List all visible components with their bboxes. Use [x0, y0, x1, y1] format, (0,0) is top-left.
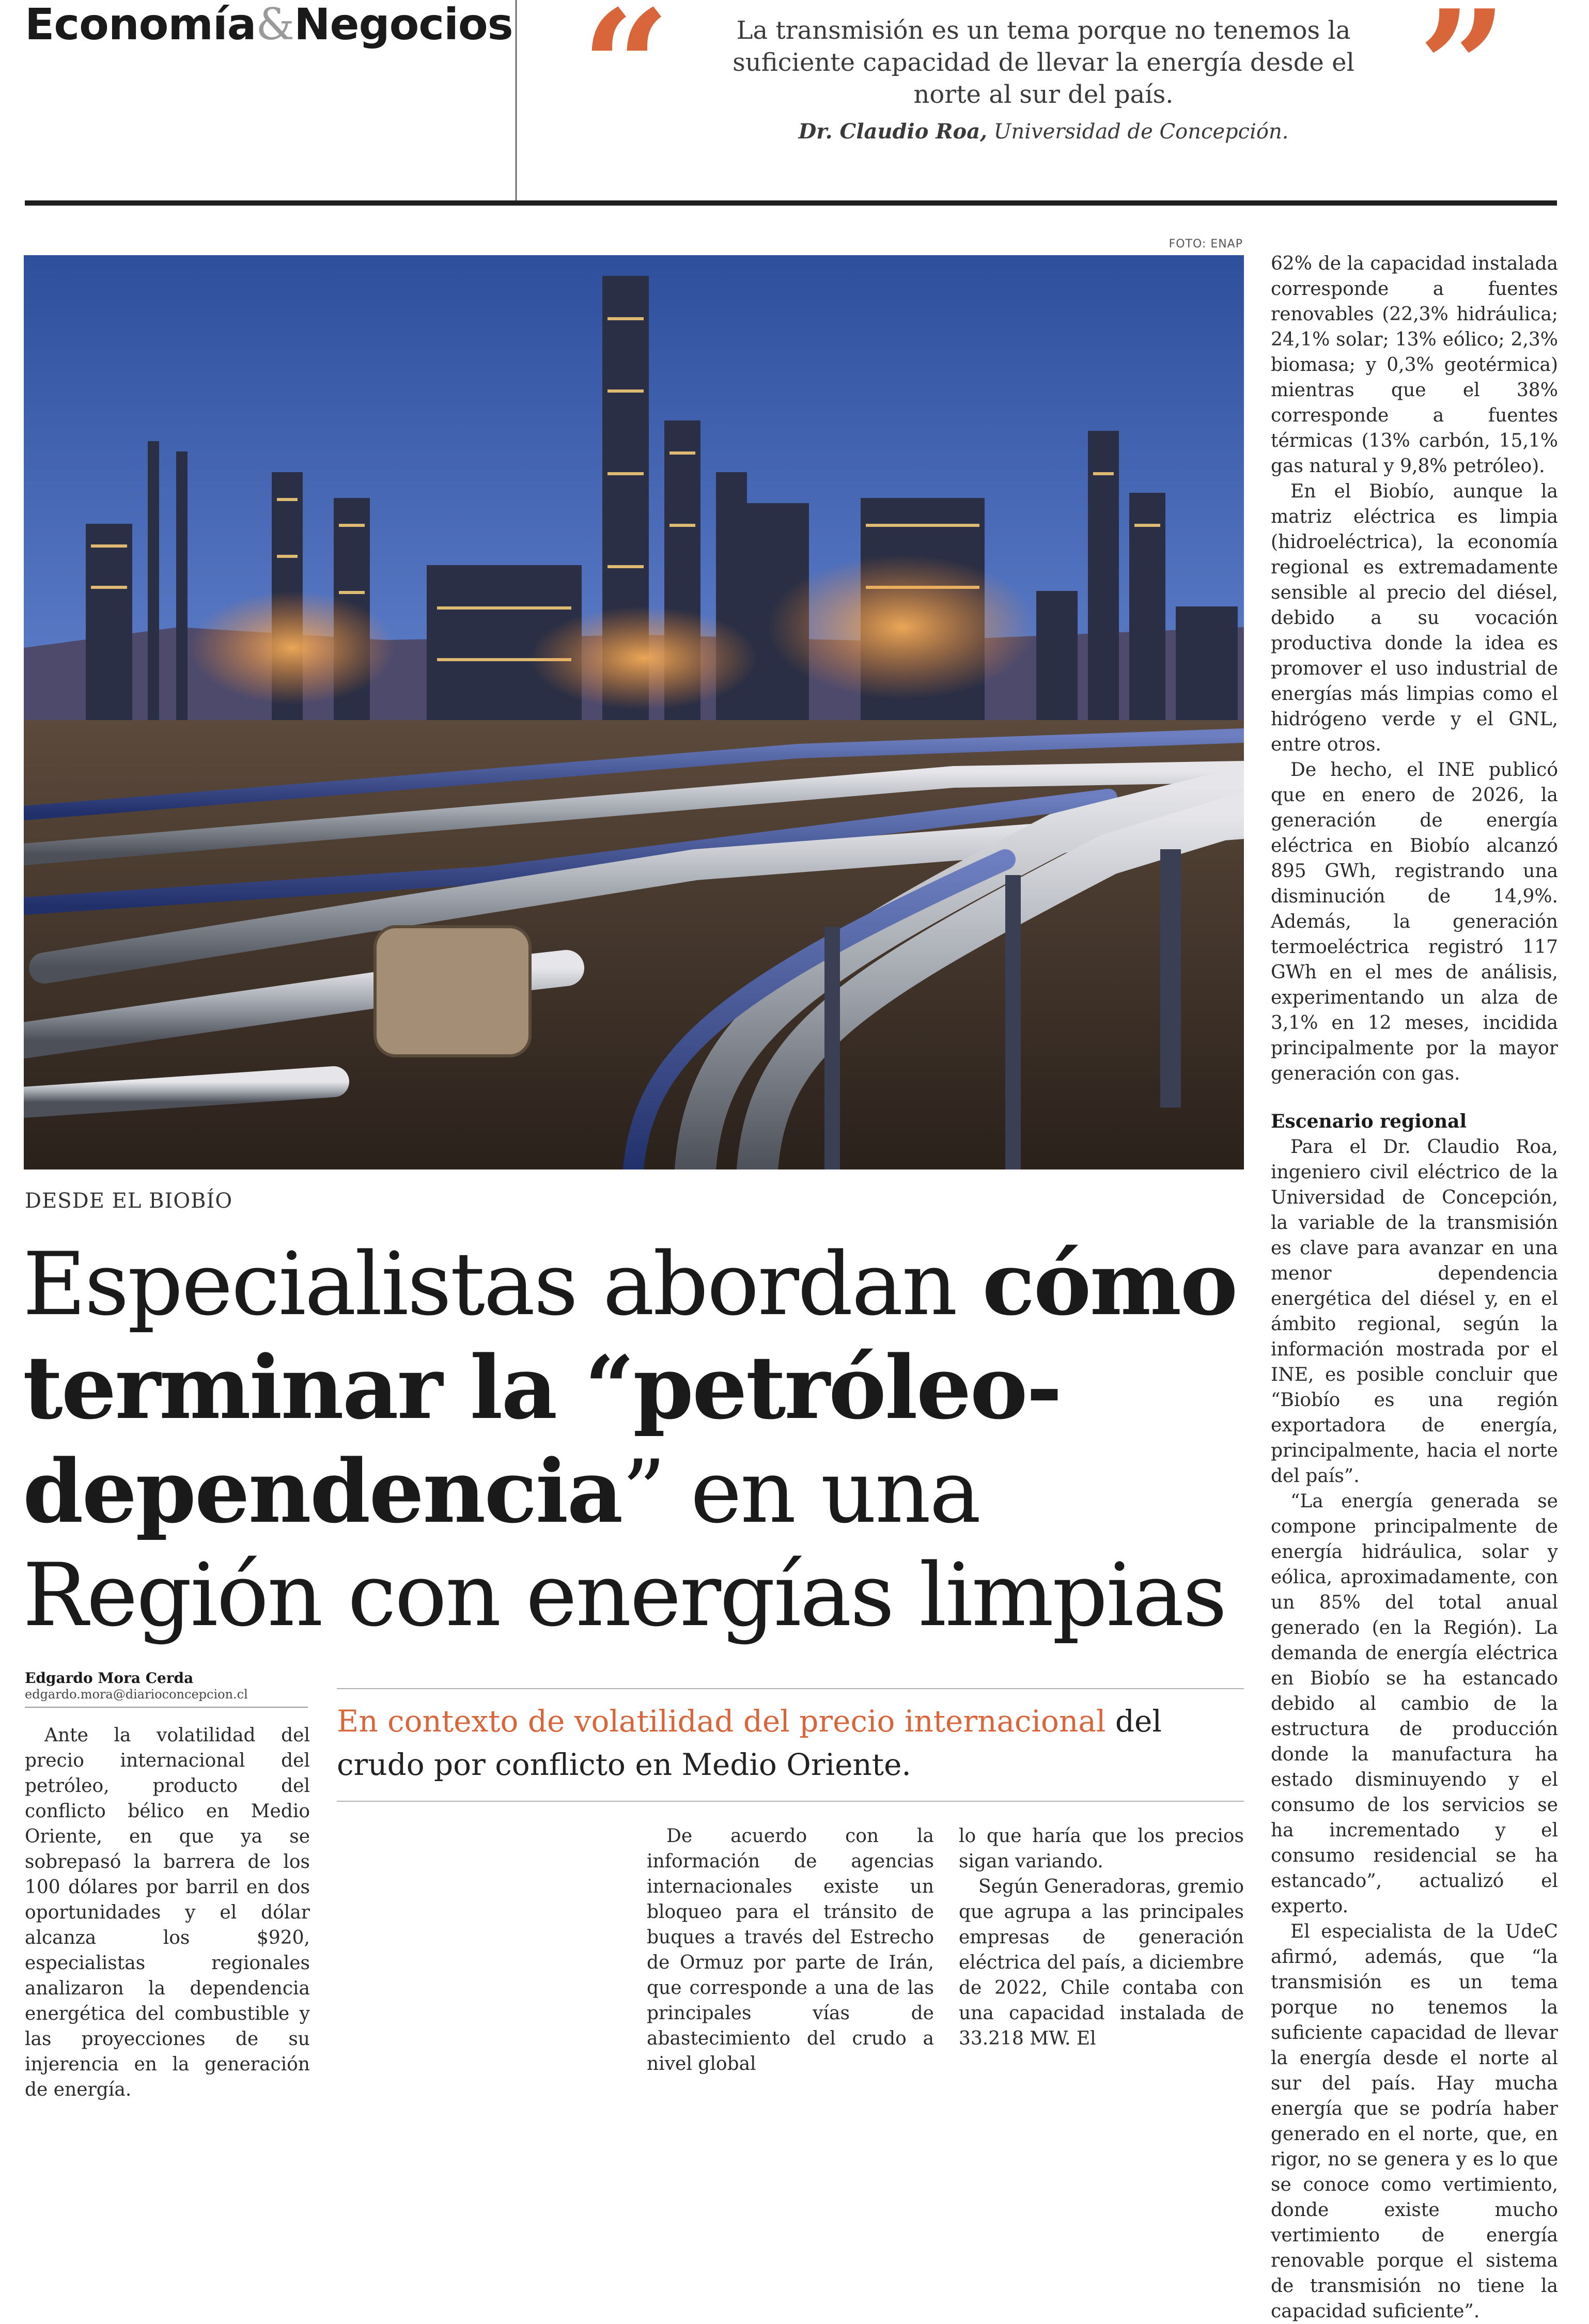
body-column-1	[25, 1723, 310, 2102]
body-column-4	[1271, 251, 1558, 2324]
pull-quote-text: La transmisión es un tema porque no tenemos la suficiente capacidad de llevar la energía desde el norte al sur del país.	[733, 16, 1354, 109]
section-title-main: Economía	[25, 0, 256, 50]
summary-rest: del crudo por conflicto en Medio Oriente.	[337, 1704, 1162, 1782]
pull-quote-author	[697, 118, 1390, 146]
body-paragraph: De acuerdo con la información de agencias internacionales existe un bloqueo para el tránsito de buques a través del Estrecho de Ormuz por parte de Irán, que corresponde a una de las principales vías de abastecimiento del crudo a nivel global	[647, 1826, 934, 2075]
photo-credit: FOTO: ENAP	[1169, 238, 1243, 251]
body-column-2	[647, 1823, 934, 2077]
article-summary	[337, 1699, 1244, 1786]
article-headline	[23, 1232, 1242, 1647]
headline-part-3: ” en una Región con energías limpias	[23, 1441, 1226, 1646]
body-paragraph: 62% de la capacidad instalada corresponde a fuentes renovables (22,3% hidráulica; 24,1% solar; 13% eólico; 2,3% biomasa; y 0,3% geotérmica) mientras que el 38% corresponde a fuentes térmicas (13% carbón, 15,1% gas natural y 9,8% petróleo).	[1271, 253, 1558, 477]
headline-part-2-bold: cómo terminar la “petróleo-dependencia	[23, 1233, 1237, 1542]
section-title-ampersand: &	[256, 0, 294, 50]
quote-author-name: Dr. Claudio Roa,	[798, 119, 988, 144]
quote-close-icon: ”	[1418, 0, 1507, 158]
body-paragraph: Ante la volatilidad del precio internacional del petróleo, producto del conflicto bélico en Medio Oriente, en que ya se sobrepasó la barrera de los 100 dólares por barril en dos oportunidades y el dólar alcanza los $920, especialistas regionales analizaron la dependencia energética del combustible y las proyecciones de su injerencia en la generación de energía.	[25, 1725, 310, 2100]
quote-open-icon: “	[581, 0, 671, 158]
refinery-photo	[24, 255, 1244, 1169]
section-title	[25, 0, 513, 53]
summary-rule-bottom	[337, 1801, 1244, 1802]
header-rule	[25, 200, 1557, 206]
body-paragraph: En el Biobío, aunque la matriz eléctrica es limpia (hidroeléctrica), la economía regional es extremadamente sensible al precio del diésel, debido a su vocación productiva donde la idea es promover el uso industrial de energías más limpias como el hidrógeno verde y el GNL, entre otros.	[1271, 481, 1558, 755]
body-column-3	[959, 1823, 1244, 2051]
section-title-tail: Negocios	[294, 0, 513, 50]
byline-email: edgardo.mora@diarioconcepcion.cl	[25, 1687, 248, 1702]
body-paragraph: lo que haría que los precios sigan variando.	[959, 1826, 1244, 1872]
summary-rule-top	[337, 1688, 1244, 1689]
body-paragraph: Según Generadoras, gremio que agrupa a las principales empresas de generación eléctrica del país, a diciembre de 2022, Chile contaba con una capacidad instalada de 33.218 MW. El	[959, 1876, 1244, 2049]
article-kicker: DESDE EL BIOBÍO	[25, 1189, 233, 1213]
byline-rule	[25, 1707, 308, 1708]
body-paragraph: “La energía generada se compone principalmente de energía hidráulica, solar y eólica, aproximadamente, con un 85% del total anual generado (en la Región). La demanda de energía eléctrica en Biobío se ha estancado debido al cambio de la estructura de producción donde la manufactura ha estado disminuyendo y el consumo de los servicios se ha incrementado y el consumo residencial se ha estancado”, actualizó el experto.	[1271, 1491, 1558, 1917]
header-divider-vertical	[516, 0, 517, 200]
quote-author-affiliation: Universidad de Concepción.	[987, 120, 1289, 144]
byline-author: Edgardo Mora Cerda	[25, 1670, 194, 1687]
subheading: Escenario regional	[1271, 1111, 1467, 1132]
body-paragraph: Para el Dr. Claudio Roa, ingeniero civil eléctrico de la Universidad de Concepción, la variable de la transmisión es clave para avanzar en una menor dependencia energética del diésel y, en el ámbito regional, según la información mostrada por el INE, es posible concluir que “Biobío es una región exportadora de energía, principalmente, hacia el norte del país”.	[1271, 1136, 1558, 1487]
headline-part-1: Especialistas abordan	[23, 1234, 983, 1335]
body-paragraph: El especialista de la UdeC afirmó, además, que “la transmisión es un tema porque no tenemos la suficiente capacidad de llevar la energía desde el norte al sur del país. Hay mucha energía que se podría haber generado en el norte, que, en rigor, no se genera y es lo que se conoce como vertimiento, donde existe mucho vertimiento de energía renovable porque el sistema de transmisión no tiene la capacidad suficiente”.	[1271, 1921, 1558, 2322]
body-paragraph: De hecho, el INE publicó que en enero de 2026, la generación de energía eléctrica en Biobío alcanzó 895 GWh, registrando una disminución de 14,9%. Además, la generación termoeléctrica registró 117 GWh en el mes de análisis, experimentando un alza de 3,1% en 12 meses, incidida principalmente por la mayor generación con gas.	[1271, 759, 1558, 1084]
summary-accent: En contexto de volatilidad del precio internacional	[337, 1704, 1106, 1739]
